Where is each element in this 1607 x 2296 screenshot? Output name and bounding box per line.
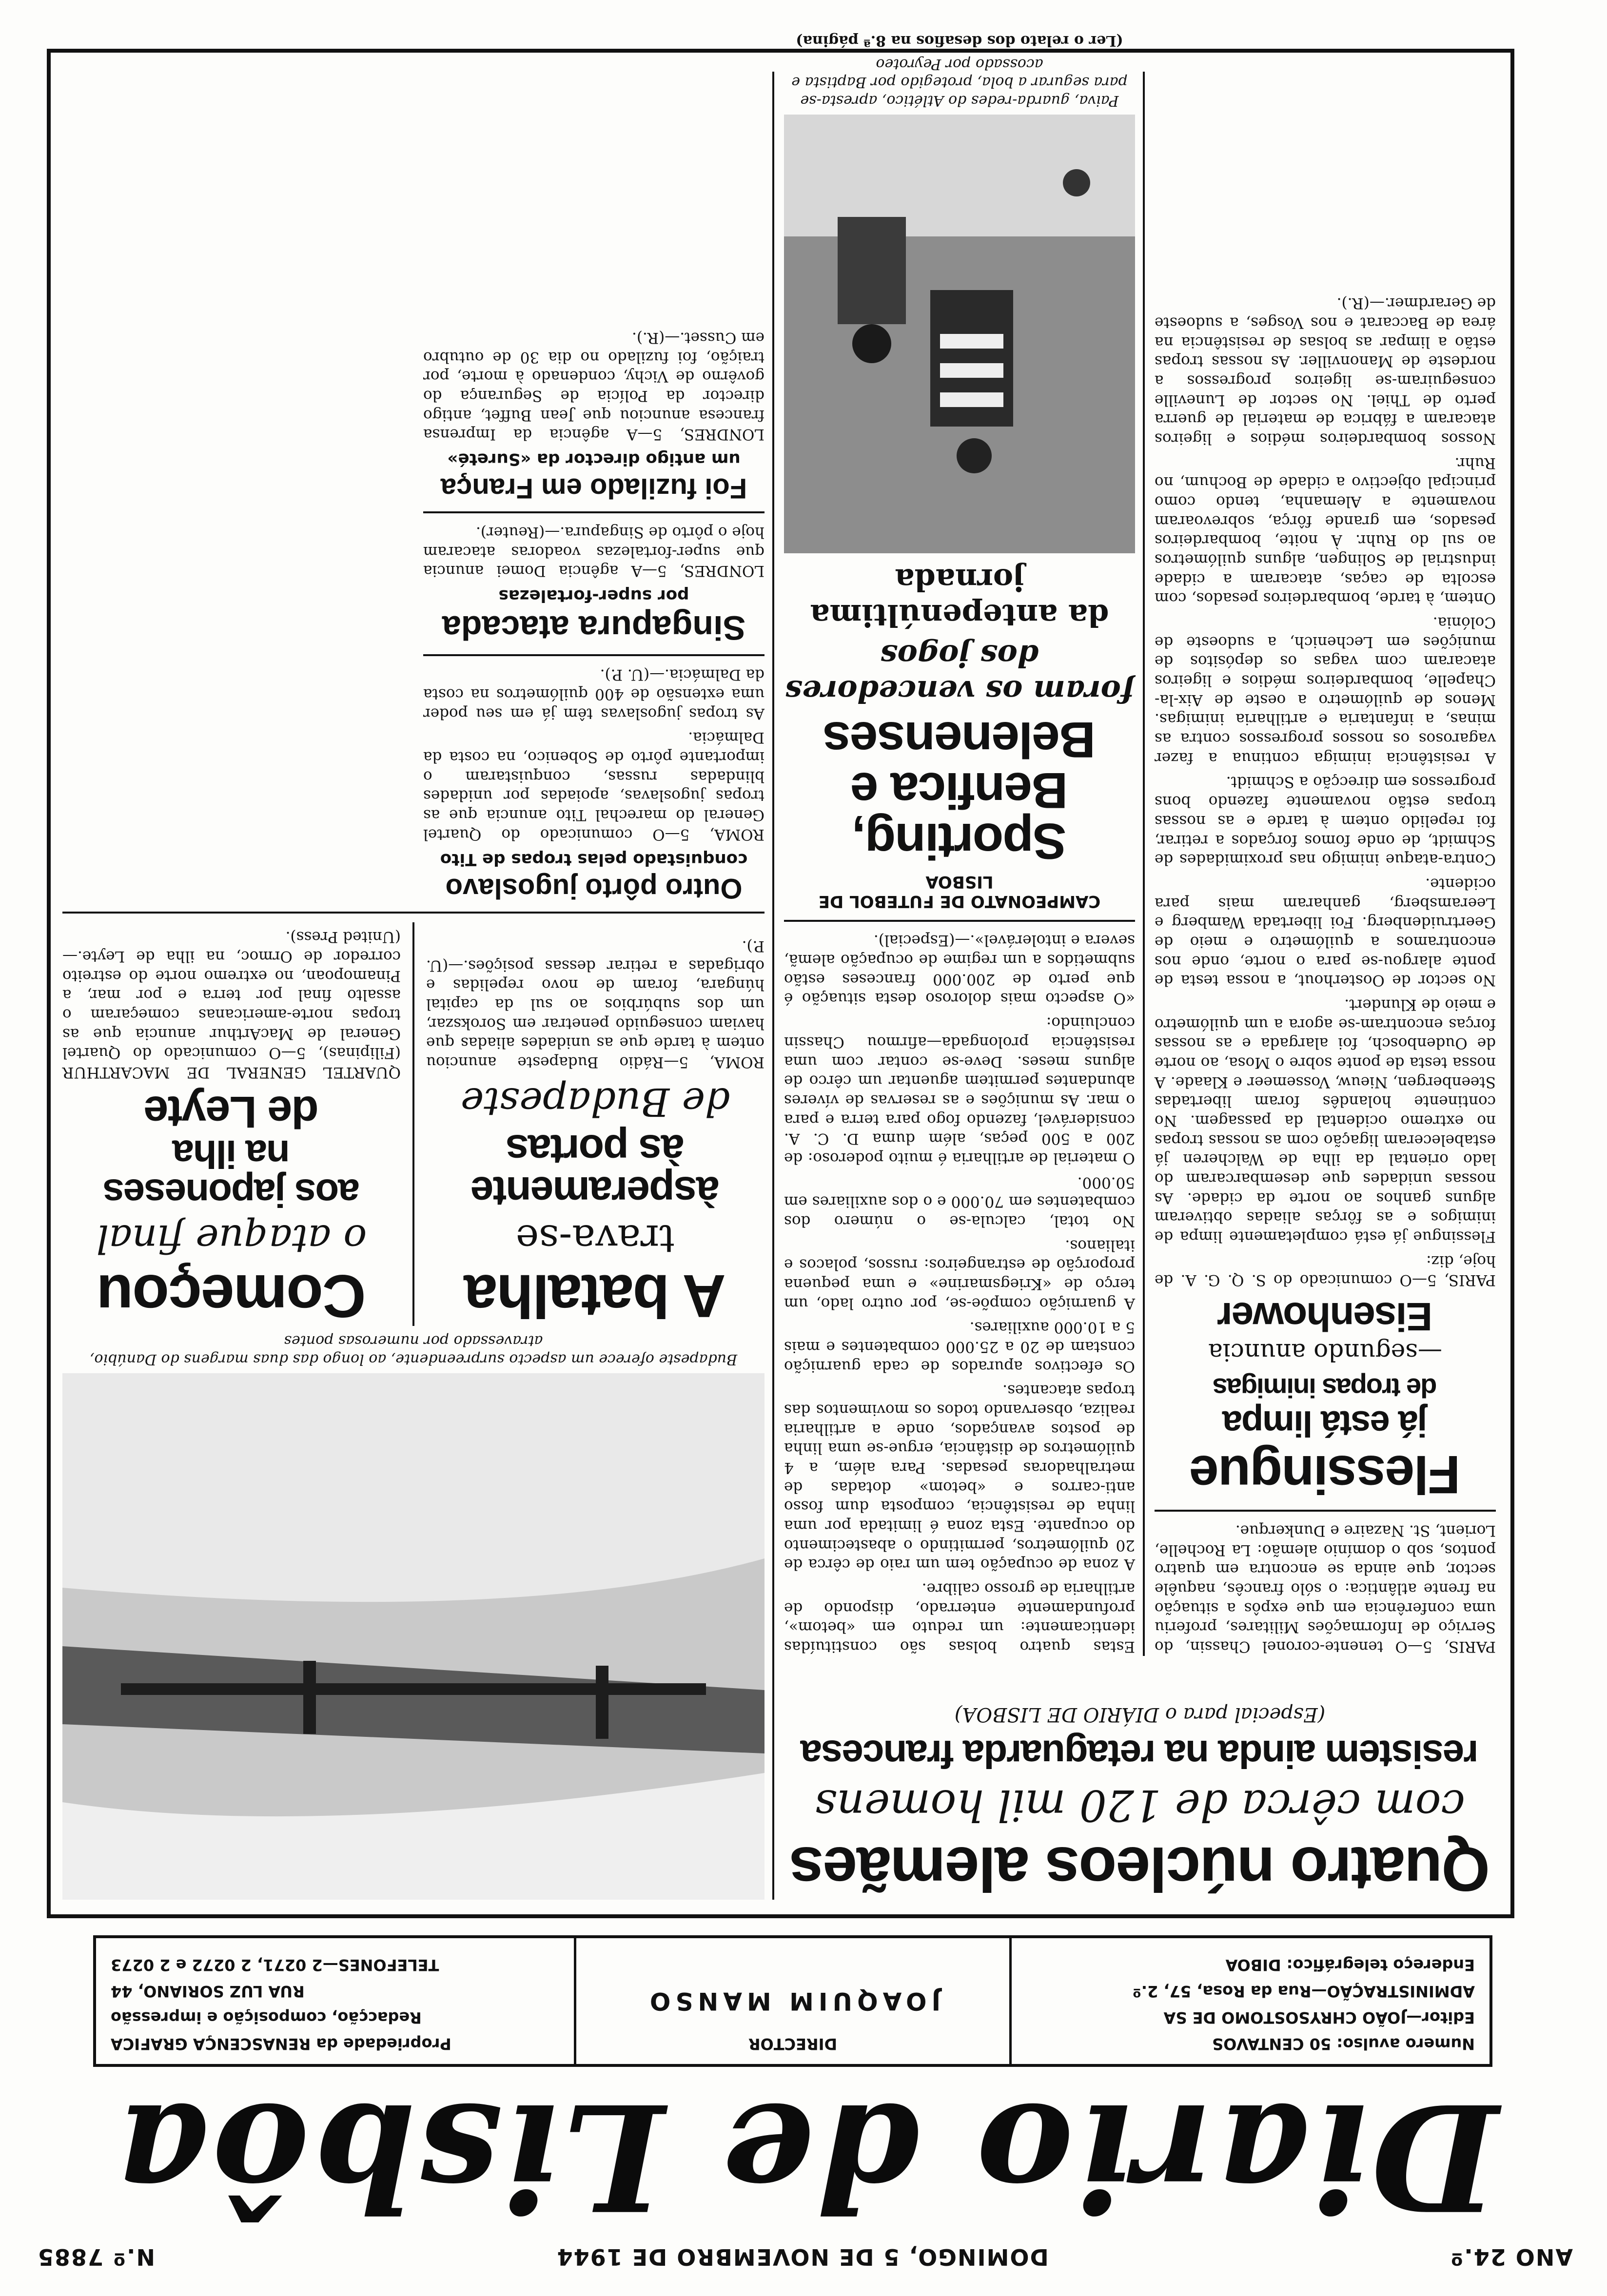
article-leyte xyxy=(62,922,401,1329)
price-text: Numero avulso: 50 CENTAVOS xyxy=(1212,2035,1475,2053)
column-right xyxy=(62,323,764,1900)
headline2-leyte: aos japoneses xyxy=(103,1171,360,1215)
headline-flessingue: Flessingue xyxy=(1190,1444,1461,1505)
subhead2-flessingue: de tropas inimigas xyxy=(1213,1373,1437,1404)
director-name: JOAQUIM MANSO xyxy=(645,1987,941,2015)
column-rule xyxy=(412,922,414,1326)
column-nucleos-body-2 xyxy=(784,27,1135,1656)
paragraph: O material de artilharia é muito poderoso: de 200 a 500 peças, além duma D. C. A. considerável, fazendo fogo para terra e para o mar. As munições e as reservas de víveres abundantes permitem aguentar um cêrco de alguns meses. Deve-se contar com uma resistência prolongada—afirmou Chassin concluindo: xyxy=(784,1014,1135,1167)
headline-leyte: Começou xyxy=(97,1262,366,1329)
divider xyxy=(423,654,764,656)
column-rule xyxy=(1143,72,1145,1656)
sports-headline: Sporting, Benfica e Belenenses xyxy=(823,711,1096,869)
subhead-nucleos: com cêrca de 120 mil homens xyxy=(815,1780,1465,1830)
editor-text: Editor—JOÃO CHRYSOSTOMO DE SA xyxy=(1163,2008,1475,2027)
info-middle xyxy=(574,1938,1012,2064)
telegraphic-address: Endereço telegráfico: DIBOA xyxy=(1225,1956,1475,1974)
issue-number: N.º 7885 xyxy=(37,2244,155,2270)
info-bar xyxy=(93,1935,1492,2067)
headline2-batalha: àsperamente xyxy=(471,1168,720,1215)
headline-franca: Foi fuzilado em França xyxy=(440,472,747,505)
football-photo-art xyxy=(784,115,1135,553)
article-nucleos xyxy=(784,1694,1496,1904)
football-caption: Paiva, guarda-redes do Atlético, apresta-se para segurar a bola, protegido por Baptista e acossado por Peyroteo xyxy=(791,55,1128,109)
info-right xyxy=(96,1938,574,2064)
paragraph: QUARTEL GENERAL DE MACARTHUR (Filipinas), 5—O comunicado do Quartel General de MacArthur anuncia que as tropas norte-americanas começaram o assalto final por terra e por mar, a Pinamopoan, no extremo norte do estreito corredor de Ormoc, na ilha de Leyte.—(United Press). xyxy=(62,928,401,1081)
paragraph: PARIS, 5—O comunicado do S. Q. G. A. de hoje, diz: xyxy=(1155,1252,1496,1289)
battle-row xyxy=(62,922,764,1329)
director-label: DIRECTOR xyxy=(748,2035,838,2053)
composition-text: Redacção, composição e impressão xyxy=(111,2008,422,2027)
special-note: (Especial para o DIÁRIO DE LISBOA) xyxy=(954,1703,1326,1726)
phones-text: TELEFONES—2 0271, 2 0272 e 2 0273 xyxy=(111,1956,439,1974)
headline-batalha: A batalha xyxy=(465,1262,726,1329)
budapest-photo-art xyxy=(62,1373,764,1900)
headline2-flessingue: Eisenhower xyxy=(1217,1294,1433,1339)
kicker-flessingue: —segundo anuncia xyxy=(1208,1338,1442,1367)
owner-text: Propriedade da RENASCENÇA GRAFICA xyxy=(111,2035,451,2053)
info-left xyxy=(1012,1938,1489,2064)
sports-kicker: CAMPEONATO DE FUTEBOL DE LISBOA xyxy=(818,872,1101,911)
paragraph: As tropas jugoslavas têm já em seu poder uma extensão de 400 quilómetros na costa da Dalmácia.—(U. P.). xyxy=(423,666,764,722)
column-rule xyxy=(772,72,774,1900)
paragraph: A zona de ocupação tem um raio de cêrca de 20 quilómetros, permitindo o abastecimento do ocupante. Esta zona é limitada por uma linha de resistência, composta dum fosso anti-carros e «betom» dotadas de metralhadoras pesadas. Para além, a 4 quilómetros de distância, ergue-se uma linha de postos avançados, onde a artilharia realiza, observando todos os movimentos das tropas atacantes. xyxy=(784,1381,1135,1574)
paragraph: LONDRES, 5—A agência Domei anuncia que super-fortalezas voadoras atacaram hoje o pôrto de Singapura.—(Reuter). xyxy=(423,523,764,580)
date-bar xyxy=(37,2242,1573,2272)
kicker-singapura: por super-fortalezas xyxy=(498,586,689,606)
divider xyxy=(62,912,764,914)
paragraph: A guarnição compõe-se, por outro lado, um terço de «Kriegsmarine» e uma pequena proporção de estrangeiros: russos, polacos e italianos. xyxy=(784,1236,1135,1312)
paragraph: ROMA, 5—O comunicado do Quartel General do marechal Tito anuncia que as tropas jugoslavas, apoiadas por unidades blindadas russas, conquistaram o importante pôrto de Sobenico, na costa da Dalmácia. xyxy=(423,729,764,843)
address-text: RUA LUZ SORIANO, 44 xyxy=(111,1982,305,2001)
kicker-franca: um antigo director da «Sureté» xyxy=(447,449,741,469)
sports-subhead2: da antepenúltima jornada xyxy=(810,562,1109,633)
divider xyxy=(784,920,1135,922)
paragraph: Nossos bombardeiros médios e ligeiros atacaram a fábrica de material de guerra perto de Thiel. No sector de Luneville conseguiram-se ligeiros progressos a nordeste de Manonviller. As nossas tropas estão a limpar as bolsas de resistência na área de Baccarat e nos Vosges, a sudoeste de Gerardmer.—(R.). xyxy=(1155,294,1496,448)
subhead-leyte: o ataque final xyxy=(96,1216,367,1262)
administration-text: ADMINISTRAÇÃO—Rua da Rosa, 57, 2.º xyxy=(1132,1982,1475,2001)
headline4-leyte: de Leyte xyxy=(144,1087,319,1137)
subhead-flessingue: já está limpa xyxy=(1223,1403,1428,1444)
headline-jugoslavo: Outro pôrto jugoslavo xyxy=(445,872,743,904)
paragraph: A resistência inimiga continua a fazer vagarosos os nossos progressos contra as minas, a infantaria e artilharia inimigas. Menos de quilómetro a oeste de Aix-la-Chapelle, bombardeiros médios e ligeiros atacaram com vagas os depósitos de munições em Lechenich, a sudoeste de Colónia. xyxy=(1155,614,1496,767)
paragraph: Contra-ataque inimigo nas proximidades de Schmidt, de onde fomos forçados a retirar, foi repelido ontem à tarde e as nossas tropas estão novamente fazendo bons progressos em direcção a Schmidt. xyxy=(1155,773,1496,869)
content-frame xyxy=(47,32,1514,1918)
sports-reference: (Ler o relato dos desafios na 8.ª página) xyxy=(796,32,1123,50)
article-jugoslavo xyxy=(423,328,764,902)
divider xyxy=(1155,1510,1496,1512)
budapest-caption: Budapeste oferece um aspecto surpreendente, ao longo das duas margens do Danúbio, atravessado por numerosas pontes xyxy=(89,1332,738,1368)
paragraph: No sector de Oosterhout, a nossa testa de ponte alargou-se para o norte, onde nos encontramos a quilómetro e meio de Geertruidenberg. Foi libertada Wamberg e Leeramsberg, ganharam mais para ocidente. xyxy=(1155,875,1496,990)
paragraph: Ontem, à tarde, bombardeiros pesados, com escolta de caças, atacaram a cidade industrial de Solingen, alguns quilómetros ao sul do Ruhr. À noite, bombardeiros pesados, em grande fôrça, sobrevoaram novamente a Alemanha, tendo como principal objectivo a cidade de Bochum, no Ruhr. xyxy=(1155,454,1496,607)
column-nucleos-body xyxy=(1155,289,1496,1656)
paragraph: Flessingue já está completamente limpa de inimigos e as fôrças aliadas obtiveram alguns ganhos ao norte da cidade. As nossas unidades que desembarcaram do lado oriental da ilha de Walcheren já estabeleceram ligação com as nossas tropas no extremo ocidental da passagem. No continente holandês foram libertadas Steenbergen, Nieuw, Vossemeer e Klaade. A nossa testa de ponte sobre o Mosa, ao norte de Oudenbosch, foi alargada e as nossas forças encontram-se agora a um quilómetro e meio de Klundert. xyxy=(1155,995,1496,1245)
kicker-jugoslavo: conquistado pelas tropas de Tito xyxy=(440,849,748,869)
subhead2-batalha: de Budapeste xyxy=(460,1079,730,1125)
paragraph: PARIS, 5—O tenente-coronel Chassin, do Serviço de Informações Militares, proferiu uma conferência em que expôs a situação na frente atlântica: o sólo francês, naquêle sector, que ainda se encontra em quatro pontos, sob o domínio alemão: La Rochelle, Lorient, St. Nazaire e Dunkerque. xyxy=(1155,1521,1496,1655)
headline2-nucleos: resistem ainda na retaguarda francesa xyxy=(801,1732,1479,1776)
paragraph: Os efectivos apurados de cada guarnição constam de 20 a 25.000 combatentes e mais 5 a 10.000 auxiliares. xyxy=(784,1319,1135,1375)
subhead-batalha: trava-se xyxy=(515,1216,675,1262)
headline3-batalha: às portas xyxy=(506,1126,685,1173)
paragraph: Estas quatro bolsas são constituídas identicamente: um reduto em «betom», profundamente enterrado, dispondo de artilharia de grosso calibre. xyxy=(784,1579,1135,1655)
paragraph: LONDRES, 5—A agência da Imprensa francesa anunciou que Jean Buffet, antigo director da Polícia de Segurança do govêrno de Vichy, condenado à morte, por traição, foi fuzilado no dia 30 de outubro em Cusset.—(R.). xyxy=(423,329,764,444)
article-batalha xyxy=(426,922,764,1329)
football-photo xyxy=(784,115,1135,553)
paragraph: ROMA, 5—Rádio Budapeste anunciou ontem à tarde que as unidades aliadas que haviam conseguido penetrar em Sorokszar, um dos subúrbios ao sul da capital húngara, foram de novo repelidas e obrigadas a retirar dessas posições.—(U. P.). xyxy=(426,937,764,1071)
year-label: ANO 24.º xyxy=(1450,2244,1573,2270)
sports-subhead: foram os vencedores dos jogos xyxy=(785,638,1134,709)
paragraph: No total, calcula-se o número dos combatentes em 70.000 e o dos auxiliares em 50.000. xyxy=(784,1173,1135,1230)
paragraph: «O aspecto mais doloroso desta situação é que perto de 200.000 franceses estão submetidos a um regime de ocupação alemã, severa e intolerável».—(Especial). xyxy=(784,932,1135,1008)
masthead-title: Diario de Lisbôa xyxy=(111,2071,1499,2243)
headline-singapura: Singapura atacada xyxy=(442,608,746,647)
headline3-leyte: na ilha xyxy=(173,1132,290,1176)
budapest-photo xyxy=(62,1373,764,1900)
divider xyxy=(423,511,764,513)
headline-nucleos: Quatro núcleos alemães xyxy=(790,1834,1490,1904)
issue-date: DOMINGO, 5 DE NOVEMBRO DE 1944 xyxy=(556,2244,1049,2270)
